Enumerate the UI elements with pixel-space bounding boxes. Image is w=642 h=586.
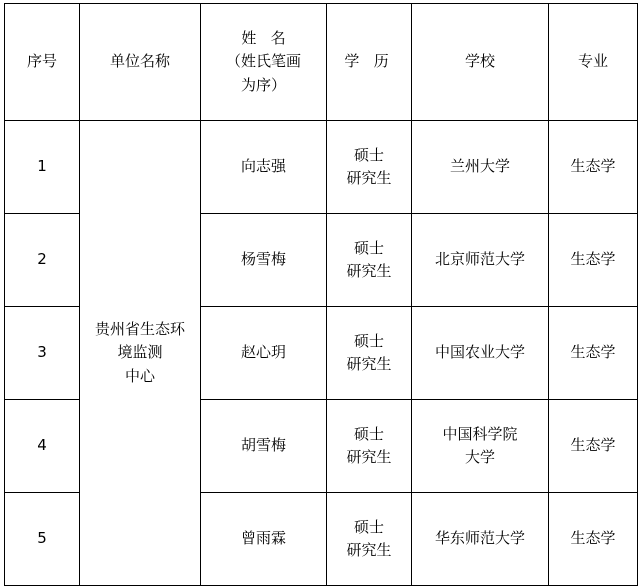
cell-education-line2: 研究生 — [346, 541, 392, 559]
cell-name: 杨雪梅 — [201, 214, 327, 307]
cell-education-line1: 硕士 — [353, 145, 384, 164]
cell-unit-line3: 中心 — [124, 366, 155, 385]
personnel-roster-table — [4, 3, 638, 586]
cell-school-line2: 大学 — [464, 448, 495, 466]
table-header-row — [5, 4, 638, 121]
table-row — [5, 121, 638, 214]
cell-no: 1 — [5, 121, 80, 214]
cell-school — [412, 400, 549, 493]
cell-education-line1: 硕士 — [353, 331, 384, 350]
cell-name: 曾雨霖 — [201, 493, 327, 586]
cell-school-line1: 中国农业大学 — [434, 343, 525, 362]
cell-no: 5 — [5, 493, 80, 586]
cell-unit-line2: 境监测 — [117, 343, 163, 362]
cell-major: 生态学 — [549, 121, 638, 214]
cell-education — [327, 214, 412, 307]
cell-school-line1: 兰州大学 — [449, 157, 510, 176]
cell-major: 生态学 — [549, 493, 638, 586]
cell-unit-line1: 贵州省生态环 — [94, 320, 185, 339]
cell-education-line1: 硕士 — [353, 517, 384, 536]
cell-education-line2: 研究生 — [346, 169, 392, 187]
cell-major: 生态学 — [549, 307, 638, 400]
cell-education — [327, 493, 412, 586]
column-header-name-line2: （姓氏笔画 — [225, 52, 301, 71]
column-header-name-line1: 姓 名 — [241, 29, 291, 48]
cell-education-line2: 研究生 — [346, 262, 392, 280]
cell-education-line2: 研究生 — [346, 448, 392, 466]
cell-school — [412, 307, 549, 400]
column-header-school: 学校 — [412, 4, 549, 121]
column-header-unit: 单位名称 — [80, 4, 201, 121]
cell-major: 生态学 — [549, 400, 638, 493]
cell-education-line1: 硕士 — [353, 424, 384, 443]
column-header-major: 专业 — [549, 4, 638, 121]
cell-school-line1: 北京师范大学 — [434, 250, 525, 269]
column-header-no: 序号 — [5, 4, 80, 121]
cell-major: 生态学 — [549, 214, 638, 307]
cell-unit-merged — [80, 121, 201, 586]
cell-school-line1: 华东师范大学 — [434, 529, 525, 548]
column-header-name — [201, 4, 327, 121]
cell-school — [412, 493, 549, 586]
cell-name: 向志强 — [201, 121, 327, 214]
cell-name: 胡雪梅 — [201, 400, 327, 493]
cell-no: 4 — [5, 400, 80, 493]
cell-school — [412, 214, 549, 307]
cell-name: 赵心玥 — [201, 307, 327, 400]
cell-school — [412, 121, 549, 214]
cell-education — [327, 121, 412, 214]
column-header-education: 学 历 — [327, 4, 412, 121]
cell-no: 2 — [5, 214, 80, 307]
cell-education-line2: 研究生 — [346, 355, 392, 373]
cell-education-line1: 硕士 — [353, 238, 384, 257]
column-header-name-line3: 为序） — [240, 75, 286, 94]
cell-no: 3 — [5, 307, 80, 400]
cell-education — [327, 307, 412, 400]
document-page — [0, 3, 642, 559]
cell-school-line1: 中国科学院 — [442, 424, 518, 443]
cell-education — [327, 400, 412, 493]
